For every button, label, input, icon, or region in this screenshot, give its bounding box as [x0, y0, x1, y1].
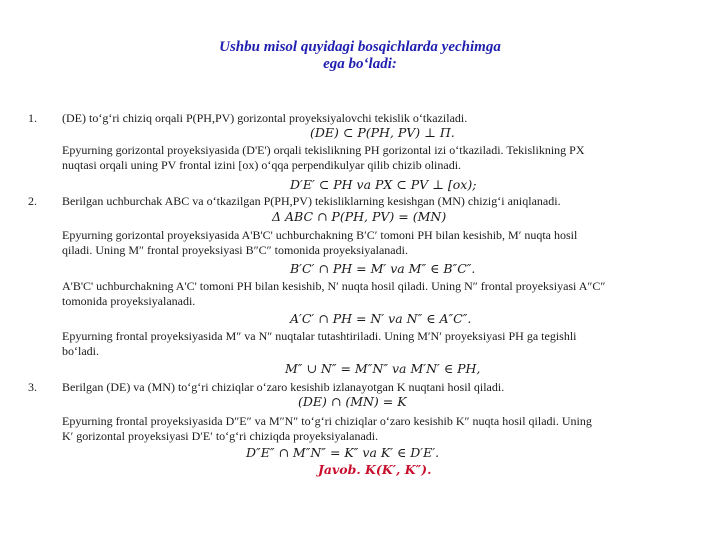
step-text-line: qiladi. Uning M″ frontal proyeksiyasi B″C″ tomonida proyeksiyalanadi.	[62, 243, 408, 257]
formula: D′E′ ⊂ PH va PX ⊂ PV ⊥ [ox);	[290, 177, 477, 192]
formula: B′C′ ∩ PH = M′ va M″ ∈ B″C″.	[290, 261, 476, 276]
step-number: 2.	[28, 194, 37, 208]
formula: Δ ABC ∩ P(PH, PV) = (MN)	[272, 209, 447, 224]
step-text-line: Epyurning gorizontal proyeksiyasida A'B'C' uchburchakning B′C′ tomoni PH bilan kesishib, M′ nuqta hosil	[62, 228, 578, 242]
step-text-line: nuqtasi orqali uning PV frontal izini [ox) o‘qqa perpendikulyar qilib chizib olinadi.	[62, 158, 462, 172]
step-text-line: Berilgan (DE) va (MN) to‘g‘ri chiziqlar o‘zaro kesishib izlanayotgan K nuqtani hosil qiladi.	[62, 380, 505, 394]
title-line-2: ega bo‘ladi:	[323, 56, 397, 72]
answer: Javob. K(K′, K″).	[318, 462, 432, 477]
formula: M″ ∪ N″ = M″N″ va M′N′ ∈ PH,	[285, 361, 481, 376]
step-text-line: Epyurning frontal proyeksiyasida M″ va N″ nuqtalar tutashtiriladi. Uning M′N′ proyeksiyasi PH ga tegishli	[62, 329, 577, 343]
step-text-line: K′ gorizontal proyeksiyasi D′E′ to‘g‘ri chiziqda proyeksiyalanadi.	[62, 429, 379, 443]
formula: A′C′ ∩ PH = N′ va N″ ∈ A″C″.	[290, 311, 472, 326]
formula: (DE) ∩ (MN) = K	[298, 394, 407, 409]
step-number: 3.	[28, 380, 37, 394]
step-text-line: A'B'C' uchburchakning A'C' tomoni PH bilan kesishib, N′ nuqta hosil qiladi. Uning N″ frontal proyeksiyasi A″C″	[62, 279, 606, 293]
step-text-line: Epyurning frontal proyeksiyasida D″E″ va M″N″ to‘g‘ri chiziqlar o‘zaro kesishib K″ nuqta hosil qiladi. Uning	[62, 414, 592, 428]
formula: D″E″ ∩ M″N″ = K″ va K′ ∈ D′E′.	[246, 445, 440, 460]
step-text-line: Epyurning gorizontal proyeksiyasida (D'E') orqali tekislikning PH gorizontal izi o‘tkaziladi. Tekislikning PX	[62, 143, 585, 157]
step-text-line: bo‘ladi.	[62, 344, 99, 358]
step-text-line: (DE) to‘g‘ri chiziq orqali P(PH,PV) gorizontal proyeksiyalovchi tekislik o‘tkaziladi.	[62, 111, 468, 125]
step-number: 1.	[28, 111, 37, 125]
step-text-line: tomonida proyeksiyalanadi.	[62, 294, 196, 308]
formula: (DE) ⊂ P(PH, PV) ⊥ Π.	[310, 125, 455, 140]
step-text-line: Berilgan uchburchak ABC va o‘tkazilgan P(PH,PV) tekisliklarning kesishgan (MN) chizig‘i aniqlanadi.	[62, 194, 561, 208]
title-line-1: Ushbu misol quyidagi bosqichlarda yechimga	[219, 39, 501, 55]
